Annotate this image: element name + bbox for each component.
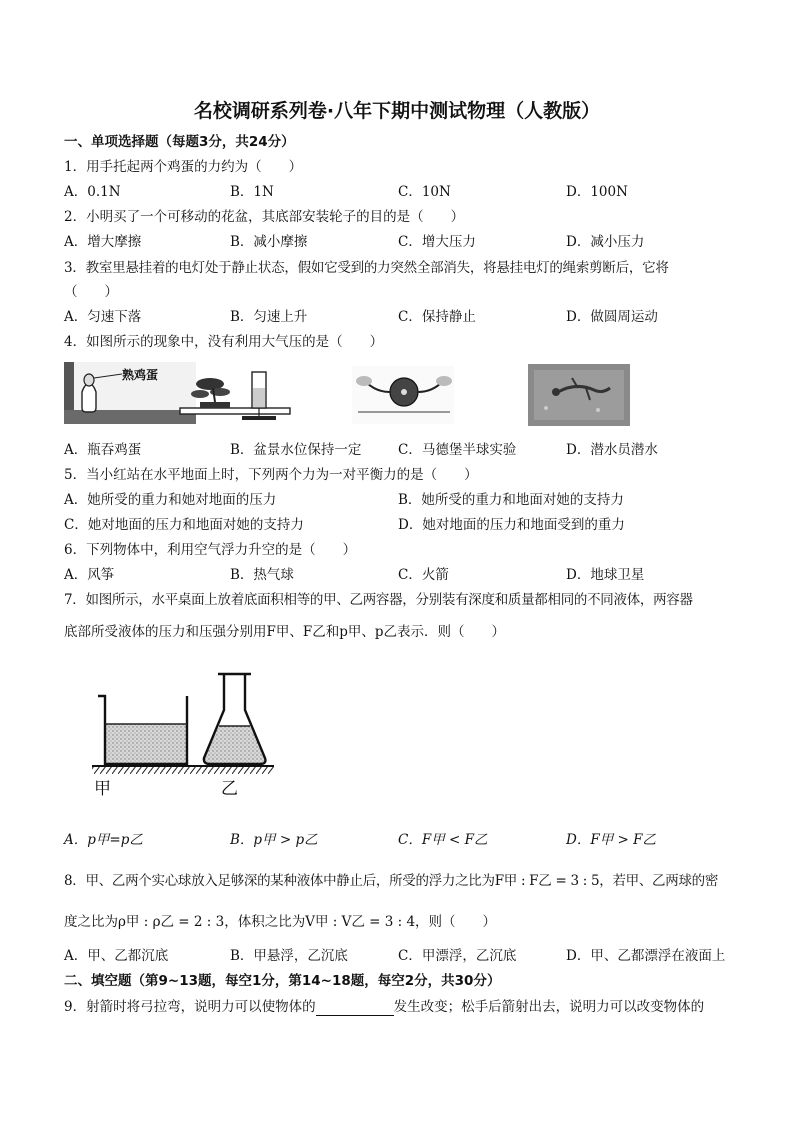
q4-figure-label-egg: 熟鸡蛋: [122, 368, 159, 382]
q3-option-d: D．做圆周运动: [566, 309, 658, 325]
q4-figure-diver: [528, 364, 630, 426]
q2-option-b: B．减小摩擦: [230, 234, 308, 250]
question-2-stem: 2．小明买了一个可移动的花盆，其底部安装轮子的目的是（ ）: [64, 209, 465, 225]
q7-option-c: C．F甲 < F乙: [398, 832, 488, 848]
q1-option-b: B．1N: [230, 184, 274, 200]
question-8-stem-line2: 度之比为ρ甲 : ρ乙 = 2 : 3，体积之比为V甲 : V乙 = 3 : 4，则（ ）: [64, 914, 497, 930]
q4-option-a: A．瓶吞鸡蛋: [64, 442, 142, 458]
q2-option-d: D．减小压力: [566, 234, 645, 250]
q8-option-a: A．甲、乙都沉底: [64, 948, 169, 964]
q8-option-c: C．甲漂浮，乙沉底: [398, 948, 517, 964]
q6-option-b: B．热气球: [230, 567, 294, 583]
q2-option-c: C．增大压力: [398, 234, 476, 250]
section-heading-1: 一、单项选择题（每题3分，共24分）: [64, 134, 295, 150]
q9-text-after: 发生改变；松手后箭射出去，说明力可以改变物体的: [393, 999, 705, 1015]
q7-label-jia: 甲: [94, 779, 111, 799]
question-7-stem-line1: 7．如图所示，水平桌面上放着底面积相等的甲、乙两容器，分别装有深度和质量都相同的不同液体，两容器: [64, 592, 693, 608]
question-1-stem: 1．用手托起两个鸡蛋的力约为（ ）: [64, 159, 303, 175]
q4-figure-bonsai: [178, 366, 296, 422]
q4-option-d: D．潜水员潜水: [566, 442, 658, 458]
q2-option-a: A．增大摩擦: [64, 234, 142, 250]
q8-option-b: B．甲悬浮，乙沉底: [230, 948, 348, 964]
question-9-line: [64, 998, 704, 1016]
question-8-stem-line1: 8．甲、乙两个实心球放入足够深的某种液体中静止后，所受的浮力之比为F甲 : F乙 = 3 : 5，若甲、乙两球的密: [64, 873, 719, 889]
q6-option-a: A．风筝: [64, 567, 115, 583]
q7-option-d: D．F甲 > F乙: [566, 832, 656, 848]
q7-label-yi: 乙: [221, 779, 238, 799]
q3-option-b: B．匀速上升: [230, 309, 308, 325]
q1-option-c: C．10N: [398, 184, 451, 200]
question-6-stem: 6．下列物体中，利用空气浮力升空的是（ ）: [64, 542, 357, 558]
question-3-stem-line1: 3．教室里悬挂着的电灯处于静止状态，假如它受到的力突然全部消失，将悬挂电灯的绳索剪断后，它将: [64, 260, 669, 276]
q7-option-a: A．p甲=p乙: [64, 832, 143, 848]
q6-option-c: C．火箭: [398, 567, 449, 583]
q4-option-b: B．盆景水位保持一定: [230, 442, 362, 458]
page-title: 名校调研系列卷·八年下期中测试物理（人教版）: [193, 100, 601, 122]
q5-option-d: D．她对地面的压力和地面受到的重力: [398, 517, 625, 533]
q7-figure-containers: [64, 662, 278, 802]
q1-option-a: A．0.1N: [64, 184, 121, 200]
question-3-stem-line2: （ ）: [64, 284, 118, 300]
question-4-stem: 4．如图所示的现象中，没有利用大气压的是（ ）: [64, 334, 384, 350]
q7-option-b: B．p甲 > p乙: [230, 832, 318, 848]
q4-option-c: C．马德堡半球实验: [398, 442, 517, 458]
q4-figure-bottle-egg: [64, 362, 196, 424]
section-heading-2: 二、填空题（第9~13题，每空1分，第14~18题，每空2分，共30分）: [64, 973, 501, 989]
q3-option-a: A．匀速下落: [64, 309, 142, 325]
q1-option-d: D．100N: [566, 184, 628, 200]
q5-option-c: C．她对地面的压力和地面对她的支持力: [64, 517, 304, 533]
question-5-stem: 5．当小红站在水平地面上时，下列两个力为一对平衡力的是（ ）: [64, 467, 478, 483]
q5-option-b: B．她所受的重力和地面对她的支持力: [398, 492, 624, 508]
q9-answer-blank[interactable]: [316, 1001, 394, 1016]
q4-figure-magdeburg: [352, 366, 454, 424]
q6-option-d: D．地球卫星: [566, 567, 645, 583]
q8-option-d: D．甲、乙都漂浮在液面上: [566, 948, 726, 964]
q9-text-before: 9．射箭时将弓拉弯，说明力可以使物体的: [64, 999, 316, 1015]
q3-option-c: C．保持静止: [398, 309, 476, 325]
question-7-stem-line2: 底部所受液体的压力和压强分别用F甲、F乙和p甲、p乙表示．则（ ）: [64, 624, 506, 640]
q5-option-a: A．她所受的重力和她对地面的压力: [64, 492, 277, 508]
